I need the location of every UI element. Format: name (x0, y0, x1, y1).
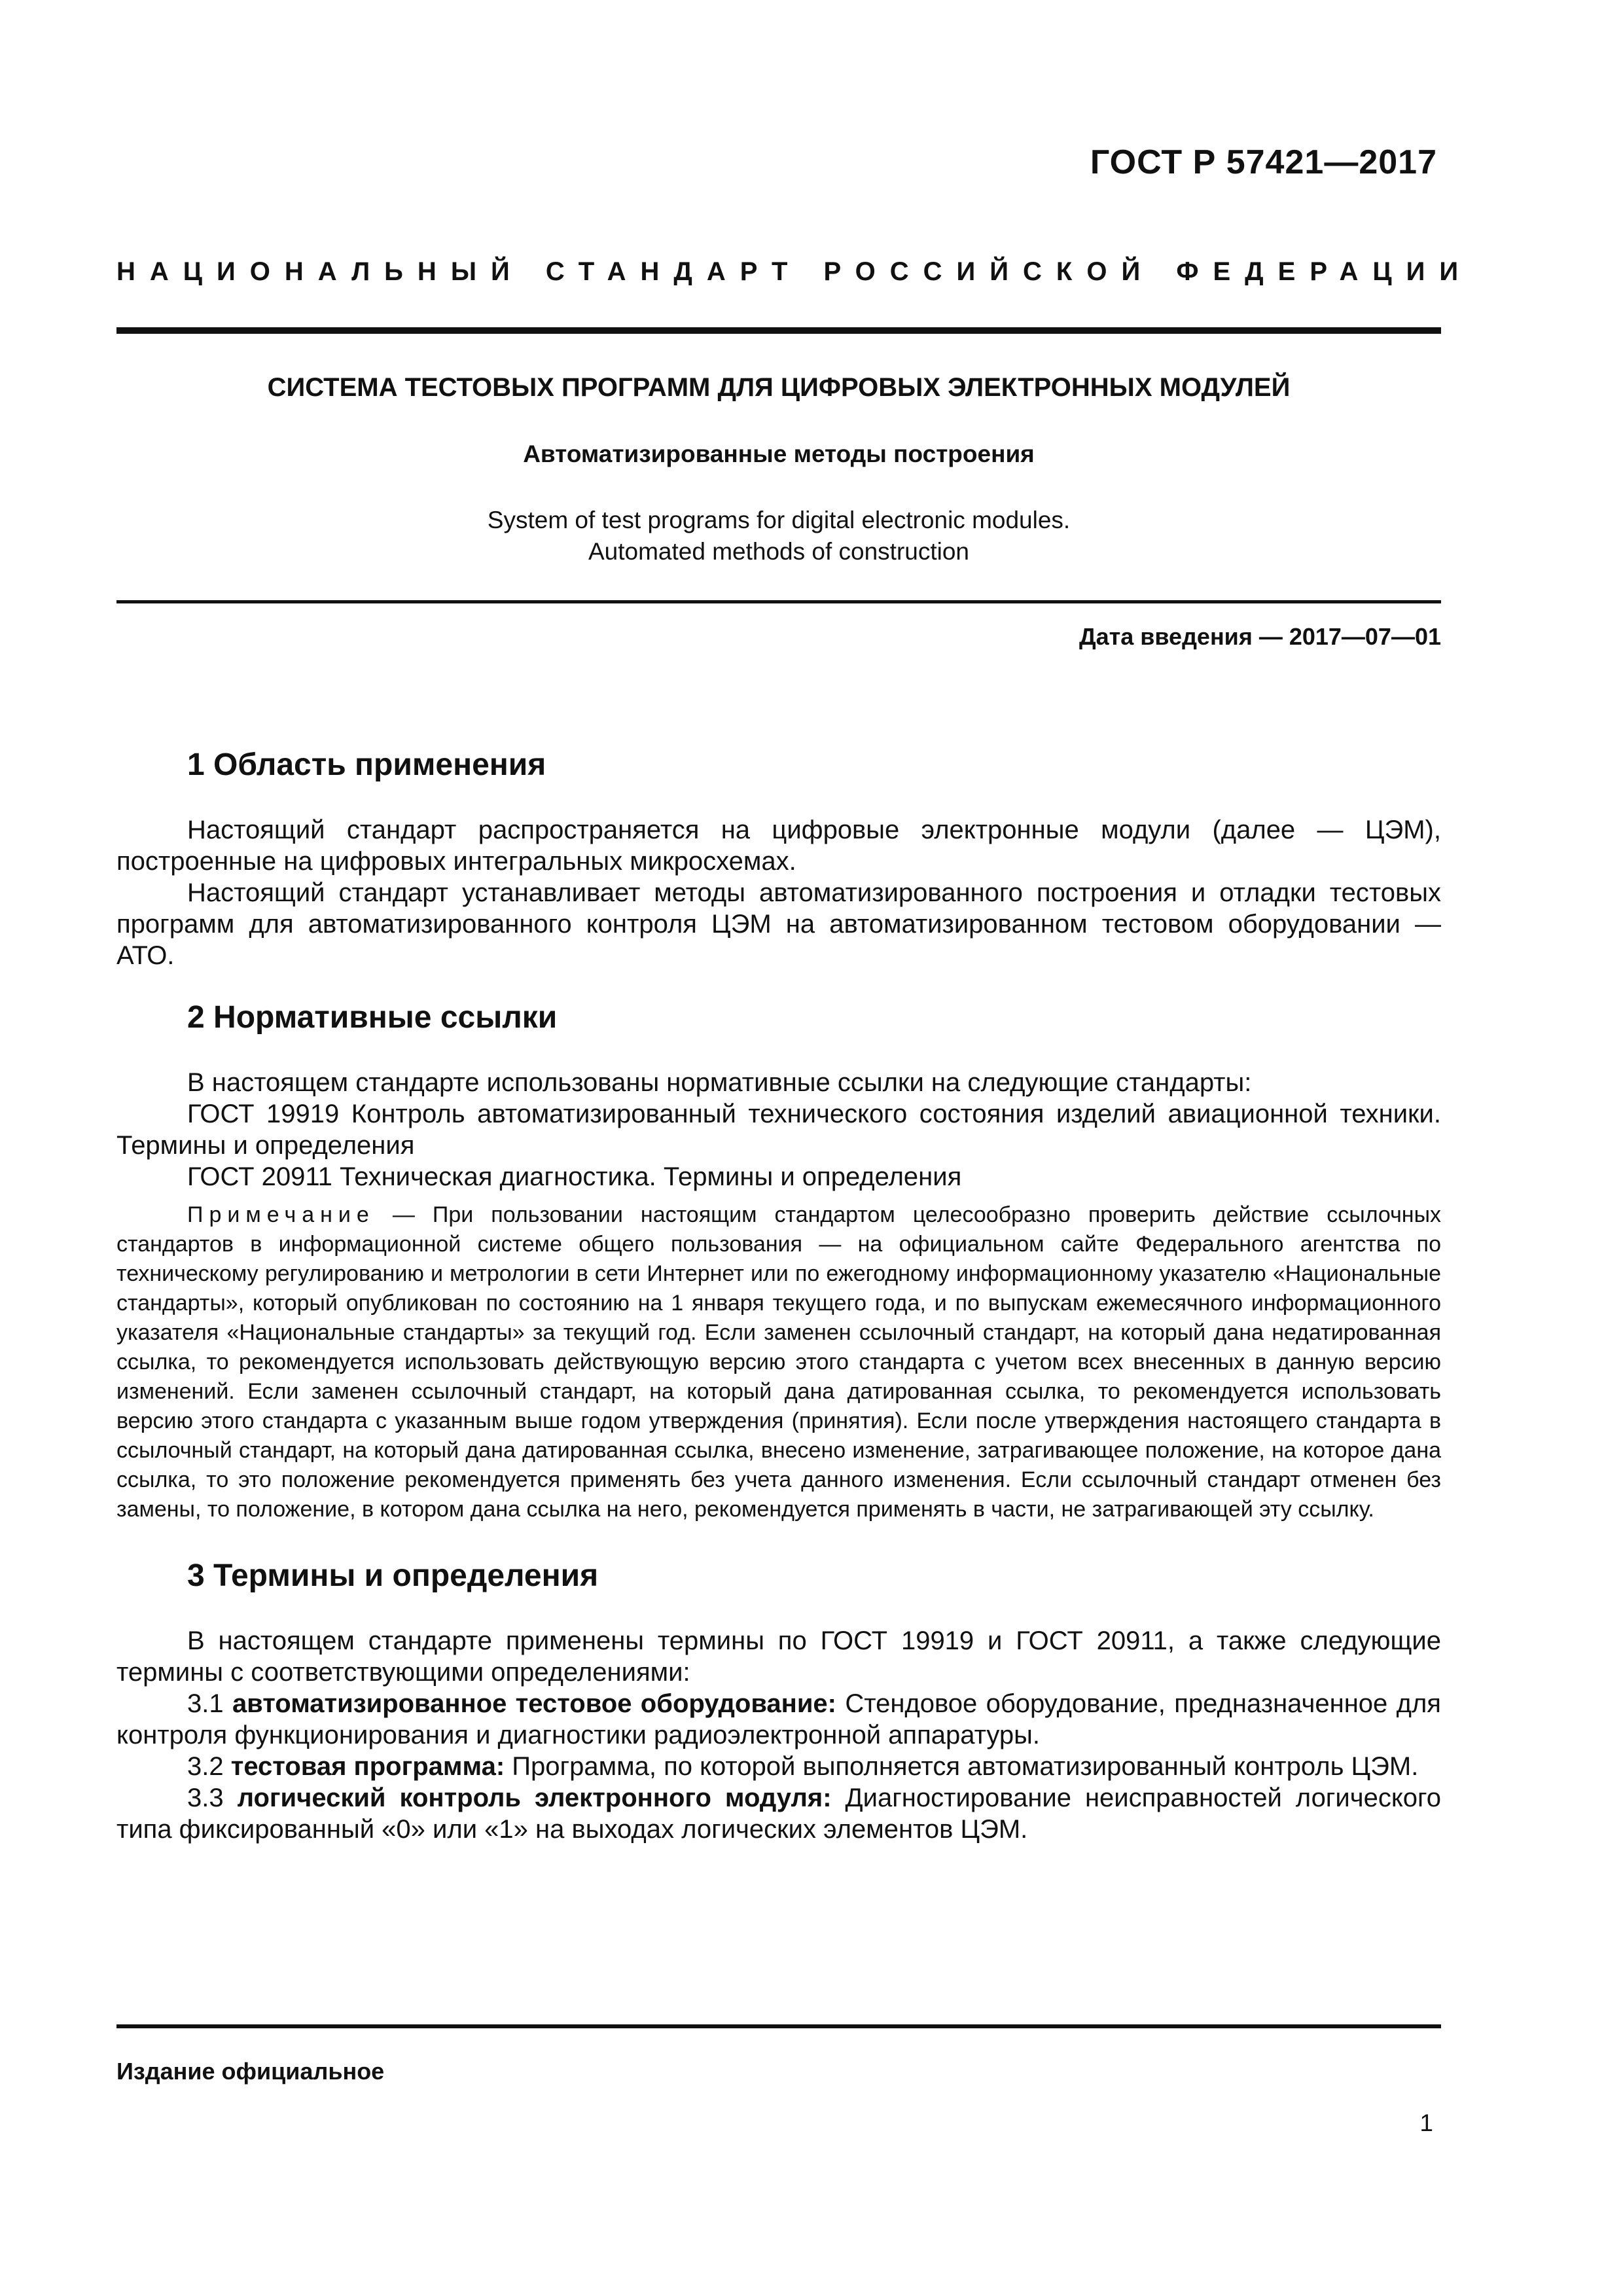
note-block (116, 1200, 1441, 1524)
top-divider (116, 327, 1441, 334)
section-3-paragraph: В настоящем стандарте применены термины по ГОСТ 19919 и ГОСТ 20911, а также следующие термины с соответствующими определениями: (116, 1626, 1441, 1687)
english-title-line-1: System of test programs for digital electronic modules. (487, 507, 1071, 533)
document-body (116, 746, 1441, 1845)
reference-item: ГОСТ 20911 Техническая диагностика. Термины и определения (187, 1162, 962, 1191)
reference-item: ГОСТ 19919 Контроль автоматизированный технического состояния изделий авиационной техники. Термины и определения (116, 1100, 1441, 1160)
gost-code: ГОСТ Р 57421—2017 (1090, 143, 1437, 181)
term-text: Стендовое оборудование, предназначенное для контроля функционирования и диагностики радиоэлектронной аппаратуры. (116, 1689, 1441, 1749)
term-name: тестовая программа: (230, 1752, 505, 1781)
section-2-heading: 2 Нормативные ссылки (187, 1000, 558, 1035)
document-title: СИСТЕМА ТЕСТОВЫХ ПРОГРАММ ДЛЯ ЦИФРОВЫХ ЭЛЕКТРОННЫХ МОДУЛЕЙ (267, 373, 1291, 402)
document-subtitle: Автоматизированные методы построения (523, 440, 1035, 467)
term-number: 3.1 (187, 1689, 224, 1718)
note-label: Примечание (187, 1202, 375, 1227)
section-1-paragraph: Настоящий стандарт распространяется на цифровые электронные модули (далее — ЦЭМ), построенные на цифровых интегральных микросхемах. (116, 816, 1441, 876)
term-text: Диагностирование неисправностей логического типа фиксированный «0» или «1» на выходах логических элементов ЦЭМ. (116, 1784, 1441, 1844)
page-number: 1 (1419, 2109, 1433, 2136)
introduction-date: Дата введения — 2017—07—01 (1079, 623, 1441, 650)
term-definition (116, 1751, 1441, 1782)
term-definition (116, 1688, 1441, 1751)
footer-divider (116, 2024, 1441, 2028)
section-2-paragraph: В настоящем стандарте использованы нормативные ссылки на следующие стандарты: (187, 1068, 1252, 1097)
term-number: 3.3 (187, 1784, 224, 1812)
title-divider (116, 600, 1441, 603)
english-title (116, 505, 1441, 567)
term-text: Программа, по которой выполняется автоматизированный контроль ЦЭМ. (512, 1752, 1419, 1781)
section-1-heading: 1 Область применения (187, 747, 546, 782)
section-1-paragraph: Настоящий стандарт устанавливает методы автоматизированного построения и отладки тестовых программ для автоматизированного контроля ЦЭМ на автоматизированном тестовом оборудовании — АТО. (116, 878, 1441, 970)
official-edition-label: Издание официальное (116, 2058, 385, 2085)
national-standard-heading: НАЦИОНАЛЬНЫЙ СТАНДАРТ РОССИЙСКОЙ ФЕДЕРАЦИИ (116, 257, 1473, 286)
term-name: логический контроль электронного модуля: (237, 1784, 832, 1812)
note-text: — При пользовании настоящим стандартом целесообразно проверить действие ссылочных стандартов в информационной системе общего пользования — на официальном сайте Федерального агентства по техническому регулированию и метрологии в сети Интернет или по ежегодному информационному указателю «Национальные стандарты», который опубликован по состоянию на 1 января текущего года, и по выпускам ежемесячного информационного указателя «Национальные стандарты» за текущий год. Если заменен ссылочный стандарт, на который дана недатированная ссылка, то рекомендуется использовать действующую версию этого стандарта с учетом всех внесенных в данную версию изменений. Если заменен ссылочный стандарт, на который дана датированная ссылка, то рекомендуется использовать версию этого стандарта с указанным выше годом утверждения (принятия). Если после утверждения настоящего стандарта в ссылочный стандарт, на который дана датированная ссылка, внесено изменение, затрагивающее положение, на которое дана ссылка, то это положение рекомендуется применять без учета данного изменения. Если ссылочный стандарт отменен без замены, то положение, в котором дана ссылка на него, рекомендуется применять в части, не затрагивающей эту ссылку. (116, 1202, 1442, 1522)
section-3-heading: 3 Термины и определения (187, 1558, 599, 1593)
term-number: 3.2 (187, 1752, 224, 1781)
term-definition (116, 1782, 1441, 1845)
english-title-line-2: Automated methods of construction (588, 538, 970, 565)
term-name: автоматизированное тестовое оборудование: (232, 1689, 836, 1718)
